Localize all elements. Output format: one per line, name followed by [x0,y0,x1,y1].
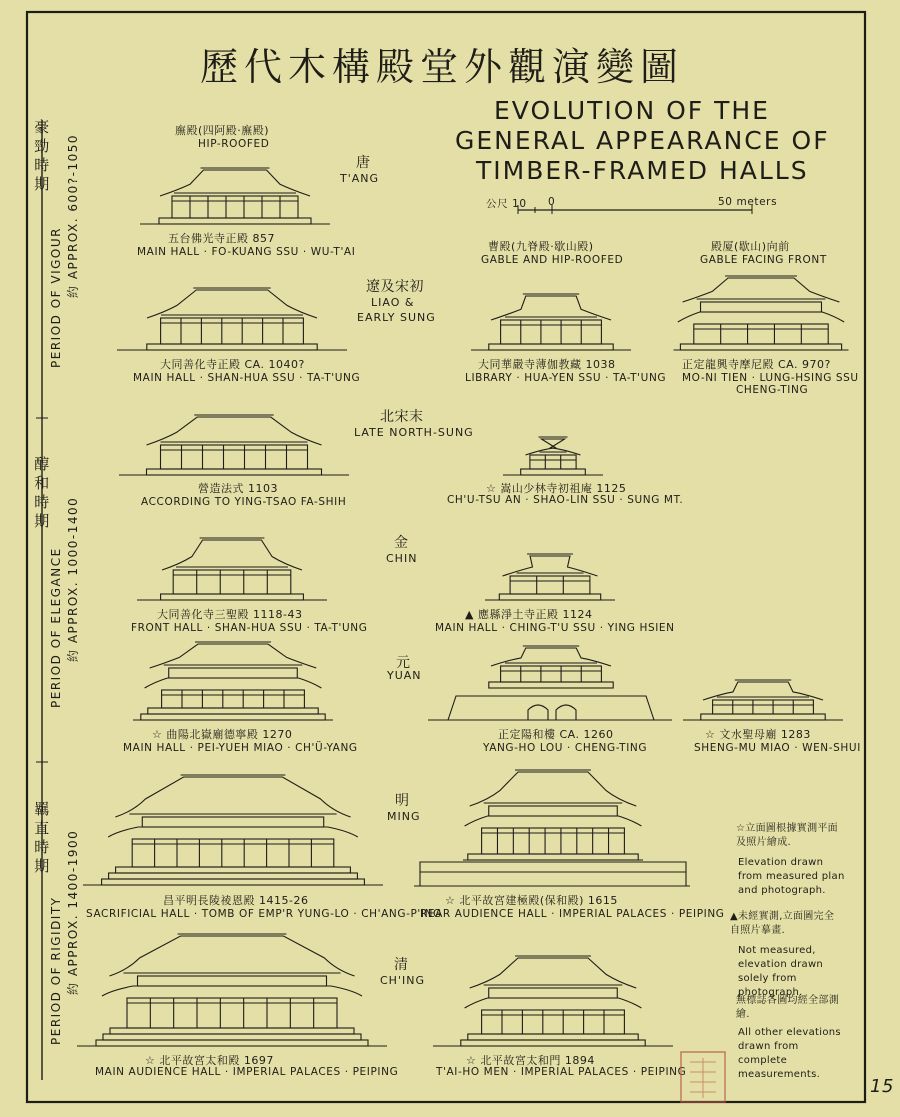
dynasty-yuan-cn: 元 [396,655,411,671]
building-changling-en: SACRIFICIAL HALL · TOMB OF EMP'R YUNG-LO · CH'ANG-P'ING [86,908,442,920]
building-shengmu-en: SHENG-MU MIAO · WEN-SHUI [694,742,861,754]
building-sansheng-cn: 大同善化寺三聖殿 1118-43 [157,608,303,621]
building-peiyueh-en: MAIN HALL · PEI-YUEH MIAO · CH'Ü-YANG [123,742,358,754]
building-shengmu-cn: ☆ 文水聖母廟 1283 [705,728,811,741]
note-complete-cn: 無標誌各圖均經全部測繪. [736,995,839,1020]
dynasty-chin-en: CHIN [386,552,418,565]
roof-type-gable-front-en: GABLE FACING FRONT [700,254,827,266]
building-baohe-en: REAR AUDIENCE HALL · IMPERIAL PALACES · PEIPING [420,908,725,920]
period-rigidity-cn: 羈直時期 [34,800,50,875]
dynasty-liao-en-2: EARLY SUNG [357,311,436,324]
building-moni-tien-en: MO-NI TIEN · LUNG-HSING SSU [682,372,859,384]
building-taihe-men-cn: ☆ 北平故宮太和門 1894 [466,1054,595,1067]
building-chingtu-cn: ▲ 應縣淨土寺正殿 1124 [465,608,593,621]
building-taihe-dian-en: MAIN AUDIENCE HALL · IMPERIAL PALACES · PEIPING [95,1066,399,1078]
note-photograph-cn: ▲未經實測,立面圖完全自照片摹畫. [730,911,835,936]
building-huayen-library-en: LIBRARY · HUA-YEN SSU · TA-T'UNG [465,372,667,384]
dynasty-yuan-en: YUAN [387,669,422,682]
roof-type-gable-hip-cn: 曹殿(九脊殿·歇山殿) [488,240,594,253]
building-chutsu-an-en: CH'U-TSU AN · SHAO-LIN SSU · SUNG MT. [447,494,684,506]
page-number: 15 [870,1076,894,1097]
building-shanhua-main-cn: 大同善化寺正殿 CA. 1040? [160,358,305,371]
building-yangho-lou-en: YANG-HO LOU · CHENG-TING [483,742,648,754]
chinese-title: 歷代木構殿堂外觀演變圖 [200,45,685,89]
period-elegance-cn: 醇和時期 [34,455,50,530]
building-yingzao-cn: 營造法式 1103 [198,482,278,495]
dynasty-ching-en: CH'ING [380,974,425,987]
dynasty-chin-cn: 金 [394,535,409,551]
period-rigidity-range: 約 APPROX. 1400-1900 [66,829,80,995]
scale-label-right: 50 meters [718,196,778,208]
scale-label-left: 公尺 10 [486,198,527,210]
building-taihe-dian-cn: ☆ 北平故宮太和殿 1697 [145,1054,274,1067]
note-measured-plan-cn: ☆立面圖根據實測平面及照片繪成. [736,823,838,848]
roof-type-hip-cn: 廡殿(四阿殿·廡殿) [175,124,270,137]
building-peiyueh-cn: ☆ 曲陽北嶽廟德寧殿 1270 [152,728,293,741]
english-title-line-2: GENERAL APPEARANCE OF [455,126,830,155]
building-foguang-cn: 五台佛光寺正殿 857 [168,232,275,245]
dynasty-ming-cn: 明 [395,793,410,809]
dynasty-liao-cn: 遼及宋初 [366,279,424,295]
dynasty-tang-cn: 唐 [356,155,371,171]
dynasty-liao-en: LIAO & [371,296,415,309]
dynasty-ching-cn: 清 [394,957,409,973]
period-elegance-en: PERIOD OF ELEGANCE [49,547,63,708]
roof-type-gable-hip-en: GABLE AND HIP-ROOFED [481,254,624,266]
english-title-line-3: TIMBER-FRAMED HALLS [476,156,809,185]
note-measured-plan-en: Elevation drawn from measured plan and photograph. [738,857,845,896]
building-moni-tien-cn: 正定龍興寺摩尼殿 CA. 970? [682,358,831,371]
note-photograph-en: Not measured, elevation drawn solely from photograph. [738,945,824,998]
building-foguang-en: MAIN HALL · FO-KUANG SSU · WU-T'AI [137,246,356,258]
period-vigour-range: 約 APPROX. 600?-1050 [66,133,80,298]
roof-type-gable-front-cn: 殿厦(歇山)向前 [711,240,790,253]
building-baohe-cn: ☆ 北平故宮建極殿(保和殿) 1615 [445,894,618,907]
period-elegance-range: 約 APPROX. 1000-1400 [66,496,80,662]
dynasty-late-north-sung-en: LATE NORTH-SUNG [354,426,474,439]
building-taihe-men-en: T'AI-HO MEN · IMPERIAL PALACES · PEIPING [436,1066,687,1078]
building-shanhua-main-en: MAIN HALL · SHAN-HUA SSU · TA-T'UNG [133,372,361,384]
building-sansheng-en: FRONT HALL · SHAN-HUA SSU · TA-T'UNG [131,622,368,634]
building-yingzao-en: ACCORDING TO YING-TSAO FA-SHIH [141,496,347,508]
period-vigour-cn: 豪勁時期 [34,118,50,193]
dynasty-tang-en: T'ANG [340,172,380,185]
period-vigour-en: PERIOD OF VIGOUR [49,227,63,368]
period-rigidity-en: PERIOD OF RIGIDITY [49,896,63,1045]
roof-type-hip-en: HIP-ROOFED [198,138,270,150]
building-moni-tien-en-2: CHENG-TING [736,384,809,396]
scale-label-zero: 0 [548,196,556,208]
building-huayen-library-cn: 大同華嚴寺薄伽教藏 1038 [478,358,616,371]
english-title-line-1: EVOLUTION OF THE [494,96,770,125]
dynasty-ming-en: MING [387,810,421,823]
building-chingtu-en: MAIN HALL · CHING-T'U SSU · YING HSIEN [435,622,675,634]
dynasty-late-north-sung-cn: 北宋末 [380,409,424,425]
building-yangho-lou-cn: 正定陽和樓 CA. 1260 [498,728,614,741]
building-changling-cn: 昌平明長陵祾恩殿 1415-26 [163,894,309,907]
building-chutsu-an-cn: ☆ 嵩山少林寺初祖庵 1125 [486,482,627,495]
note-complete-en: All other elevations drawn from complete measurements. [738,1027,841,1080]
